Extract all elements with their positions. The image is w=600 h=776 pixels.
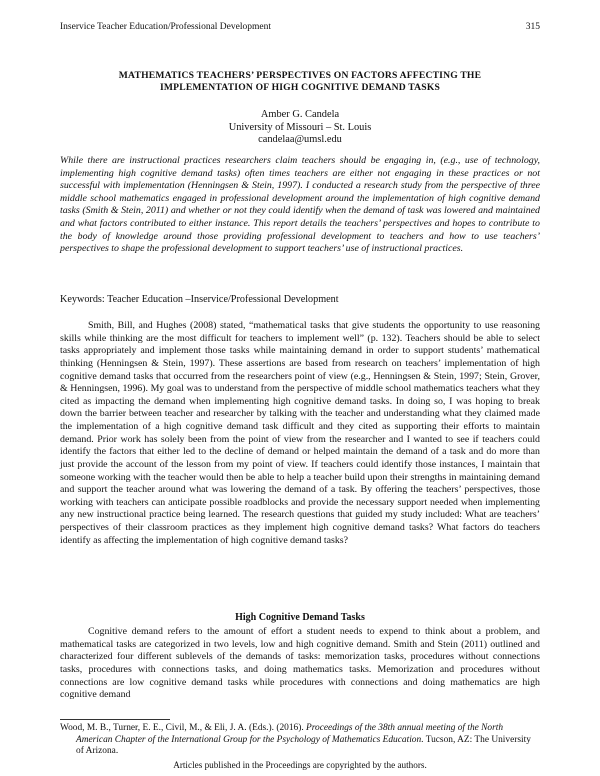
body-paragraph-1: Smith, Bill, and Hughes (2008) stated, “mathematical tasks that give students the opportunity to use reasoning skills while thinking are the most difficult for teachers to implement well” (p. 132). Teachers should be able to select tasks appropriately and implement those tasks while maintaining demand in order to support students’ mathematical thinking (Henningsen & Stein, 1997). These assertions are based from research on teachers’ implementation of high cognitive demand tasks that occurred from the researchers point of view (e.g., Henningsen & Stein, 1997; Stein, Grover, & Henningsen, 1996). My goal was to understand from the perspective of middle school mathematics teachers what they cited as impacting the demand when implementing high cognitive demand tasks. In doing so, I was hoping to break down the barrier between teacher and researcher by talking with the teacher and understanding what they claimed made the implementation of a high cognitive demand task difficult and they cited as supporting their efforts to maintain demand. Prior work has solely been from the point of view from the researcher and I wanted to see if teachers could identify the factors that either led to the decline of demand or helped maintain the demand of a task and do more than just provide the account of the lesson from my point of view. If teachers could identify those instances, I maintain that someone working with the teacher would then be able to help a teacher build upon their strengths in maintaining demand and support the teacher around what was lowering the demand of a task. By offering the teachers’ perspectives, those working with teachers can anticipate possible roadblocks and provide the necessary support needed when implementing any new instructional practice being learned. The research questions that guided my study included: What are teachers’ perspectives of their classroom practices as they implement high cognitive demand tasks? What factors do teachers identify as affecting the implementation of high cognitive demand tasks? [60, 320, 540, 546]
author-email: candelaa@umsl.edu [258, 134, 342, 145]
running-header [60, 22, 540, 32]
running-title: Inservice Teacher Education/Professional Development [60, 22, 271, 32]
abstract: While there are instructional practices researchers claim teachers should be engaging in, (e.g., use of technology, implementing high cognitive demand tasks) often times teachers are either not engaging in these practices or not successful with implementation (Henningsen & Stein, 1997). I conducted a research study from the perspective of three middle school mathematics engaged in professional development around the implementation of high cognitive demand tasks (Smith & Stein, 2011) and whether or not they could identify when the demand of task was lowered and maintained and what factors contributed to either instance. This report details the teachers’ perspectives and hopes to contribute to the body of knowledge around those providing professional development to teachers and how to use teachers’ perspectives to shape the professional development to support teachers’ use of instructional practices. [60, 155, 540, 255]
title-line-2: IMPLEMENTATION OF HIGH COGNITIVE DEMAND TASKS [159, 82, 441, 93]
copyright-notice: Articles published in the Proceedings are copyrighted by the authors. [173, 760, 427, 770]
proceedings-citation [60, 723, 540, 758]
author-block [60, 109, 540, 147]
footnote-divider [60, 719, 170, 720]
title-line-1: MATHEMATICS TEACHERS’ PERSPECTIVES ON FACTORS AFFECTING THE [118, 70, 482, 81]
author-affiliation: University of Missouri – St. Louis [228, 121, 372, 133]
paper-title [60, 70, 540, 94]
citation-prefix: Wood, M. B., Turner, E. E., Civil, M., & Eli, J. A. (Eds.). (2016). [60, 723, 304, 733]
citation-suffix: . Tucson, AZ: The University of Arizona. [76, 734, 531, 757]
keywords: Keywords: Teacher Education –Inservice/Professional Development [60, 294, 339, 305]
page-number: 315 [525, 22, 540, 32]
body-paragraph-2: Cognitive demand refers to the amount of effort a student needs to expend to think about a problem, and mathematical tasks are categorized in two levels, low and high cognitive demand. Smith and Stein (2011) outlined and characterized four different sublevels of the demands of tasks: memorization tasks, procedures without connections tasks, procedures with connections tasks, and doing mathematics tasks. Memorization and procedures without connections are low cognitive demand tasks while procedures with connections and doing mathematics are high cognitive demand [60, 626, 540, 701]
author-name: Amber G. Candela [260, 109, 340, 120]
section-heading: High Cognitive Demand Tasks [235, 612, 365, 623]
citation-title: Proceedings of the 38th annual meeting of the North American Chapter of the International Group for the Psychology of Mathematics Education [76, 723, 504, 745]
